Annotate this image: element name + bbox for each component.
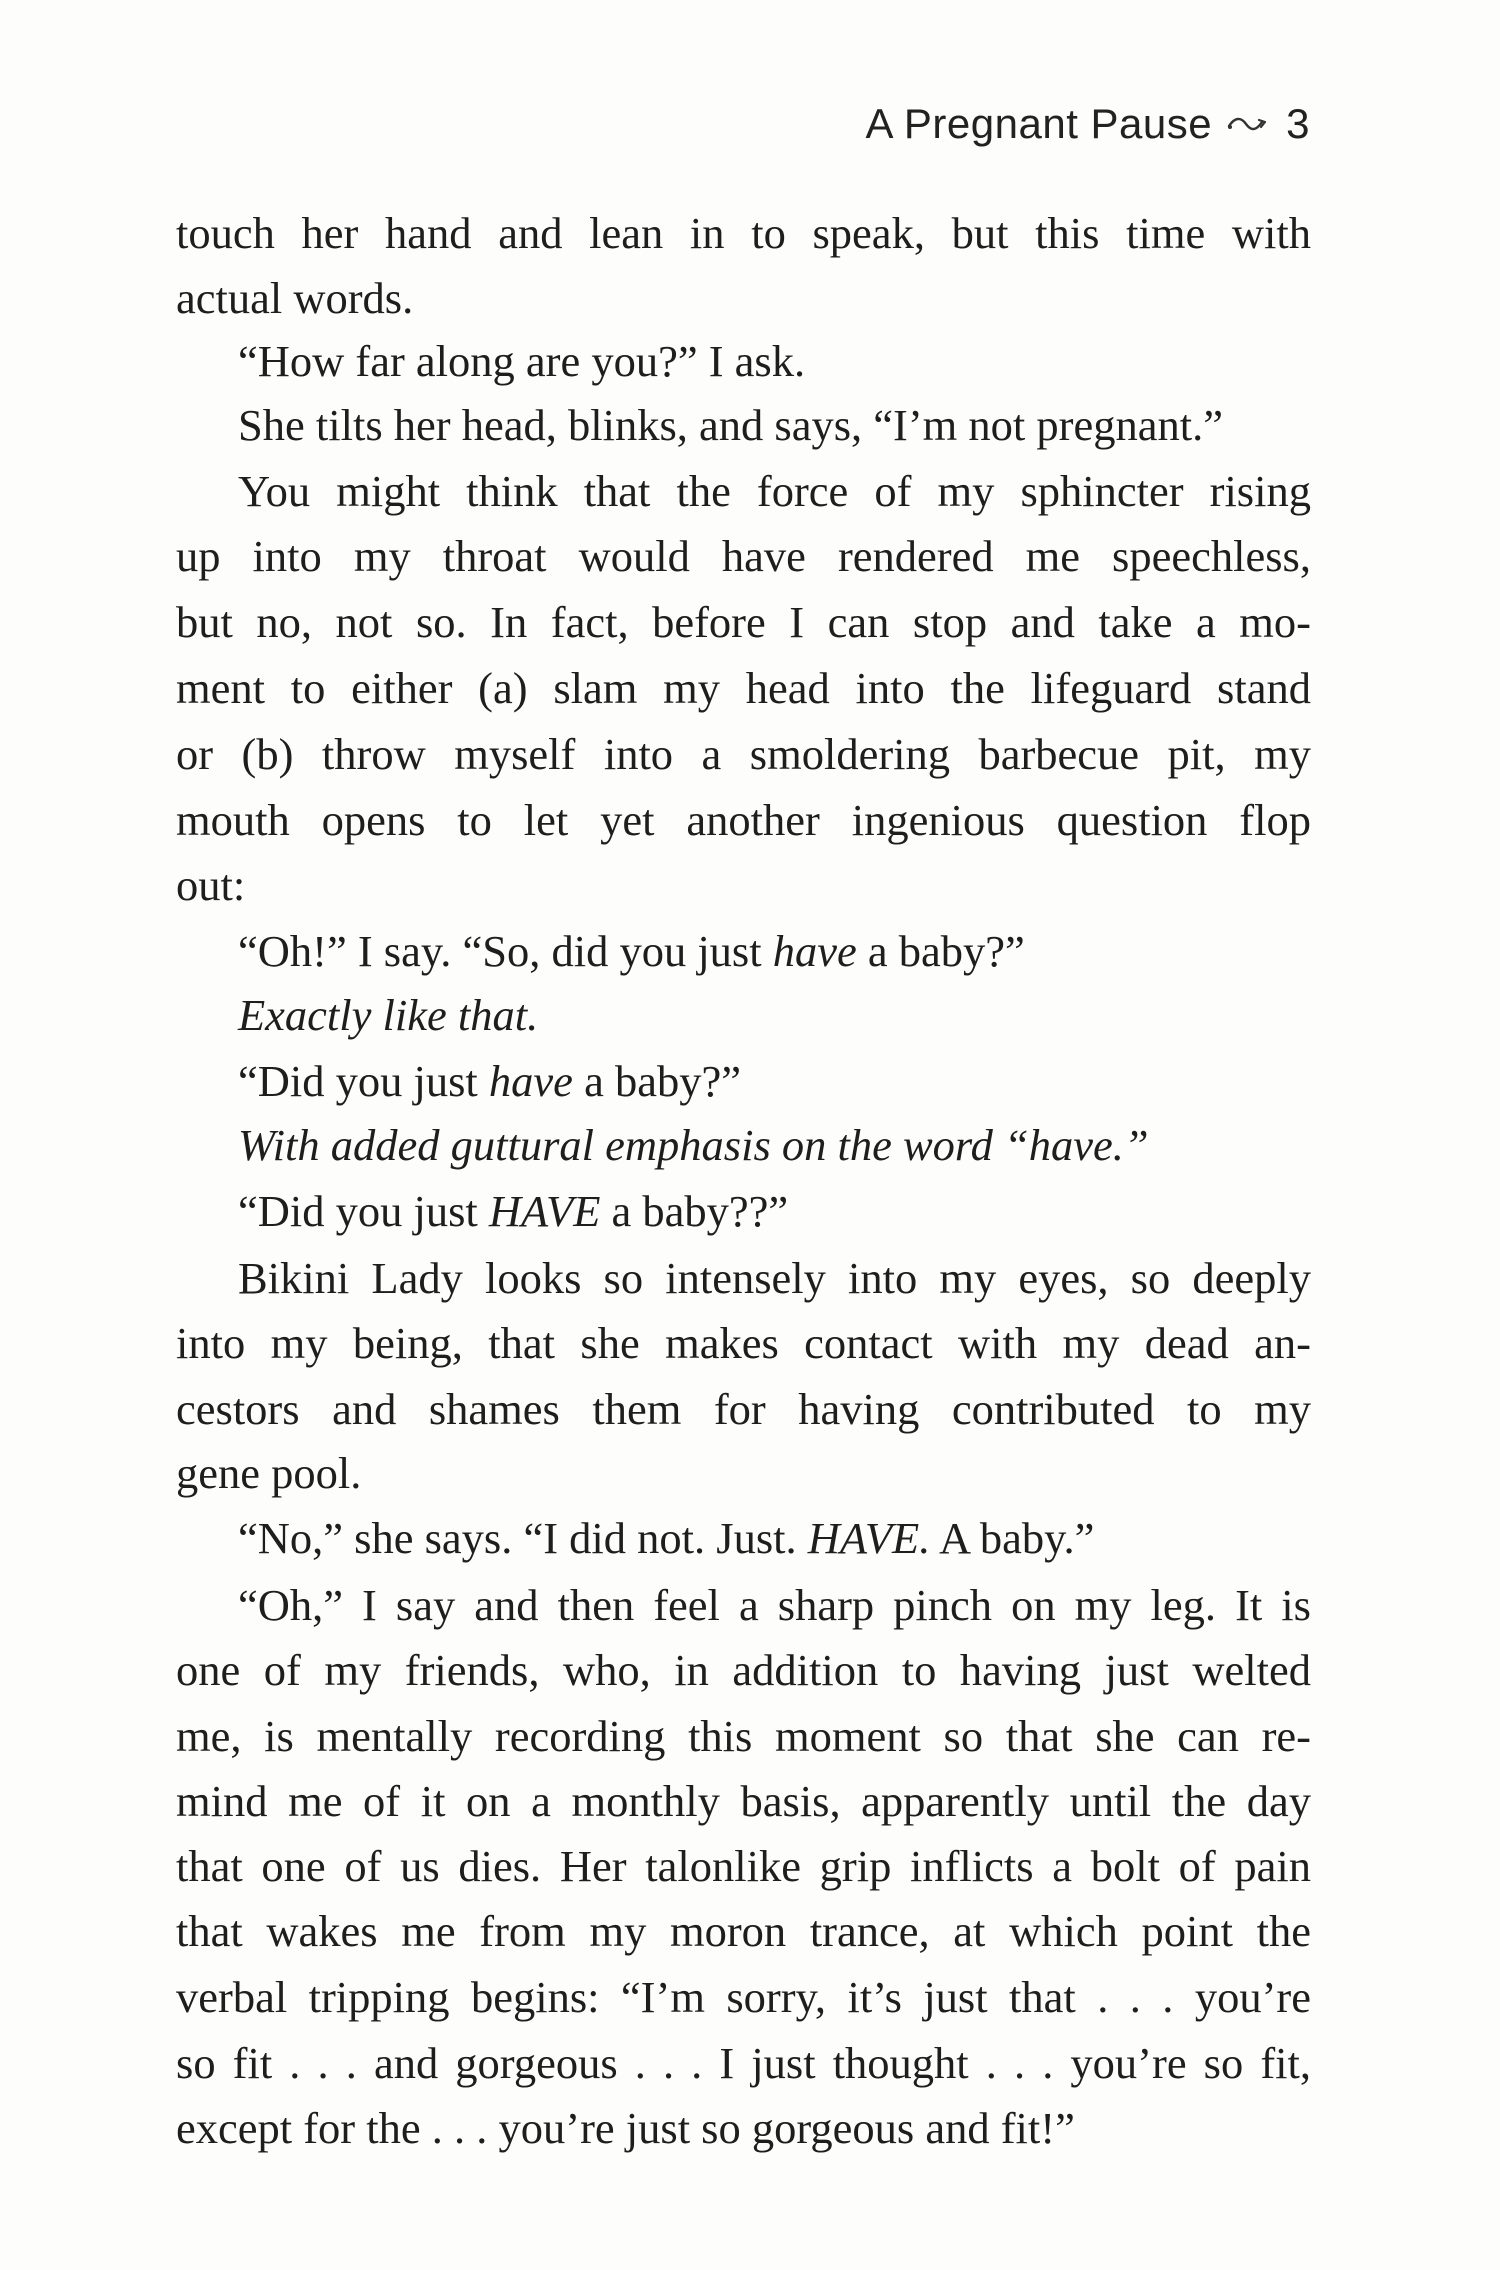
text-line bbox=[176, 1048, 1311, 1114]
text-line: except for the . . . you’re just so gorgeous and fit!” bbox=[176, 2103, 1075, 2153]
emphasized-word: HAVE. bbox=[807, 1513, 931, 1563]
text-segment: a baby?” bbox=[856, 926, 1025, 976]
page-number: 3 bbox=[1286, 100, 1310, 147]
text-line: touch her hand and lean in to speak, but this time with bbox=[176, 208, 1311, 258]
text-line: “Oh,” I say and then feel a sharp pinch on my leg. It is bbox=[238, 1580, 1311, 1630]
text-line bbox=[176, 918, 1311, 984]
text-line: Bikini Lady looks so intensely into my eyes, so deeply bbox=[238, 1253, 1311, 1303]
text-line: With added guttural emphasis on the word “have.” bbox=[238, 1120, 1149, 1170]
text-line: ment to either (a) slam my head into the lifeguard stand bbox=[176, 663, 1311, 713]
emphasized-word: have bbox=[772, 926, 857, 976]
text-line: into my being, that she makes contact with my dead an- bbox=[176, 1318, 1311, 1368]
text-line: one of my friends, who, in addition to having just welted bbox=[176, 1645, 1311, 1695]
text-line: verbal tripping begins: “I’m sorry, it’s just that . . . you’re bbox=[176, 1972, 1311, 2022]
text-line: out: bbox=[176, 860, 246, 910]
chapter-title: A Pregnant Pause bbox=[865, 100, 1213, 147]
text-line: but no, not so. In fact, before I can stop and take a mo- bbox=[176, 597, 1311, 647]
text-segment: A baby.” bbox=[930, 1513, 1095, 1563]
text-line: so fit . . . and gorgeous . . . I just thought . . . you’re so fit, bbox=[176, 2038, 1311, 2088]
text-line: mind me of it on a monthly basis, apparently until the day bbox=[176, 1776, 1311, 1826]
text-segment: “Did you just bbox=[238, 1056, 489, 1106]
text-line: up into my throat would have rendered me speechless, bbox=[176, 531, 1311, 581]
text-segment: a baby?” bbox=[572, 1056, 741, 1106]
running-head bbox=[866, 100, 1310, 148]
text-line: me, is mentally recording this moment so that she can re- bbox=[176, 1711, 1311, 1761]
text-line: She tilts her head, blinks, and says, “I’m not pregnant.” bbox=[238, 400, 1223, 450]
text-line: mouth opens to let yet another ingenious question flop bbox=[176, 795, 1311, 845]
text-segment: a baby??” bbox=[600, 1186, 789, 1236]
text-segment: “Oh!” I say. “So, did you just bbox=[238, 926, 773, 976]
text-line: cestors and shames them for having contributed to my bbox=[176, 1384, 1311, 1434]
text-line bbox=[176, 1178, 1311, 1244]
tilde-flourish-icon bbox=[1226, 112, 1272, 136]
text-line: that wakes me from my moron trance, at which point the bbox=[176, 1906, 1311, 1956]
emphasized-word: have bbox=[488, 1056, 573, 1106]
emphasized-word: HAVE bbox=[488, 1186, 601, 1236]
text-segment: “No,” she says. “I did not. Just. bbox=[238, 1513, 808, 1563]
text-line: Exactly like that. bbox=[238, 990, 539, 1040]
text-line: that one of us dies. Her talonlike grip inflicts a bolt of pain bbox=[176, 1841, 1311, 1891]
text-segment: “Did you just bbox=[238, 1186, 489, 1236]
text-line: “How far along are you?” I ask. bbox=[238, 336, 806, 386]
text-line: or (b) throw myself into a smoldering barbecue pit, my bbox=[176, 729, 1311, 779]
text-line: gene pool. bbox=[176, 1448, 362, 1498]
text-line bbox=[176, 1505, 1311, 1571]
text-line: You might think that the force of my sphincter rising bbox=[238, 466, 1311, 516]
text-line: actual words. bbox=[176, 273, 414, 323]
